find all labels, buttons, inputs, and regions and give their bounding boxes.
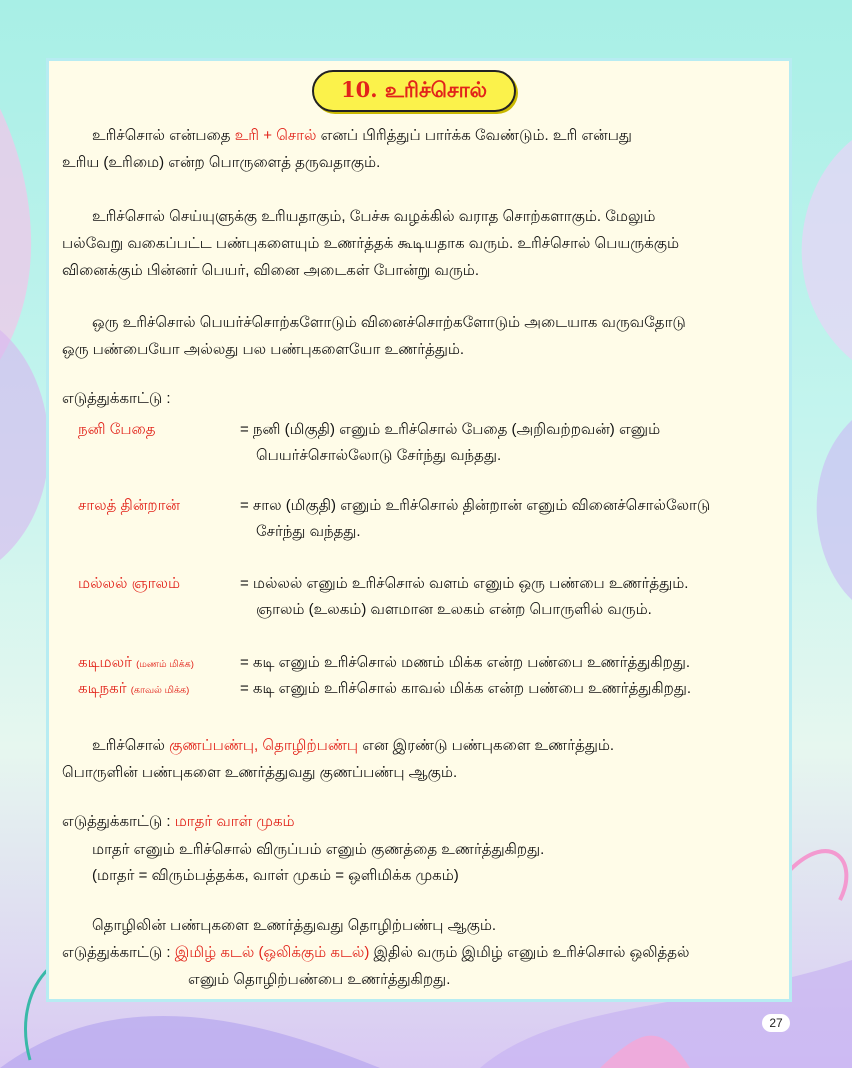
para4-line1: உரிச்சொல் குணப்பண்பு, தொழிற்பண்பு என இரண்டு பண்புகளை உணர்த்தும். bbox=[92, 737, 615, 754]
example-desc: = கடி எனும் உரிச்சொல் மணம் மிக்க என்ற பண்பை உணர்த்துகிறது. bbox=[240, 654, 691, 671]
example-label: எடுத்துக்காட்டு : bbox=[62, 390, 171, 407]
example2-label: எடுத்துக்காட்டு : மாதர் வாள் முகம் bbox=[62, 813, 295, 830]
para2-line2: பல்வேறு வகைப்பட்ட பண்புகளையும் உணர்த்தக் கூடியதாக வரும். உரிச்சொல் பெயருக்கும் bbox=[62, 235, 680, 252]
example2-line1: மாதர் எனும் உரிச்சொல் விருப்பம் எனும் குணத்தை உணர்த்துகிறது. bbox=[92, 841, 545, 858]
para3-line1: ஒரு உரிச்சொல் பெயர்ச்சொற்களோடும் வினைச்சொற்களோடும் அடையாக வருவதோடு bbox=[92, 314, 686, 331]
content-panel bbox=[46, 58, 792, 1002]
para5-line3: எனும் தொழிற்பண்பை உணர்த்துகிறது. bbox=[188, 971, 451, 988]
para1-line2: உரிய (உரிமை) என்ற பொருளைத் தருவதாகும். bbox=[62, 154, 381, 171]
example-desc: ஞாலம் (உலகம்) வளமான உலகம் என்ற பொருளில் வரும். bbox=[256, 601, 652, 618]
example-term: கடிநகர் (காவல் மிக்க) bbox=[78, 680, 190, 697]
para2-line3: வினைக்கும் பின்னர் பெயர், வினை அடைகள் போன்று வரும். bbox=[62, 262, 479, 279]
chapter-title: 10. உரிச்சொல் bbox=[312, 70, 516, 112]
example-desc: = மல்லல் எனும் உரிச்சொல் வளம் எனும் ஒரு பண்பை உணர்த்தும். bbox=[240, 575, 689, 592]
example-term: மல்லல் ஞாலம் bbox=[78, 575, 181, 592]
example-term: நனி பேதை bbox=[78, 421, 156, 438]
para4-line2: பொருளின் பண்புகளை உணர்த்துவது குணப்பண்பு ஆகும். bbox=[62, 764, 458, 781]
example-desc: = கடி எனும் உரிச்சொல் காவல் மிக்க என்ற பண்பை உணர்த்துகிறது. bbox=[240, 680, 692, 697]
para2-line1: உரிச்சொல் செய்யுளுக்கு உரியதாகும், பேச்சு வழக்கில் வராத சொற்களாகும். மேலும் bbox=[92, 208, 656, 225]
page-number: 27 bbox=[762, 1014, 790, 1032]
example2-line2: (மாதர் = விரும்பத்தக்க, வாள் முகம் = ஒளிமிக்க முகம்) bbox=[92, 867, 459, 884]
example-term: கடிமலர் (மணம் மிக்க) bbox=[78, 654, 194, 671]
example-term: சாலத் தின்றான் bbox=[78, 497, 180, 514]
para5-line2: எடுத்துக்காட்டு : இமிழ் கடல் (ஒலிக்கும் கடல்) இதில் வரும் இமிழ் எனும் உரிச்சொல் ஒலித்தல் bbox=[62, 944, 690, 961]
para1-line1: உரிச்சொல் என்பதை உரி + சொல் எனப் பிரித்துப் பார்க்க வேண்டும். உரி என்பது bbox=[92, 127, 632, 144]
example-desc: = சால (மிகுதி) எனும் உரிச்சொல் தின்றான் எனும் வினைச்சொல்லோடு bbox=[240, 497, 711, 514]
para3-line2: ஒரு பண்பையோ அல்லது பல பண்புகளையோ உணர்த்தும். bbox=[62, 341, 465, 358]
example-desc: சேர்ந்து வந்தது. bbox=[256, 523, 361, 540]
example-desc: பெயர்ச்சொல்லோடு சேர்ந்து வந்தது. bbox=[256, 447, 502, 464]
example-desc: = நனி (மிகுதி) எனும் உரிச்சொல் பேதை (அறிவற்றவன்) எனும் bbox=[240, 421, 661, 438]
para5-line1: தொழிலின் பண்புகளை உணர்த்துவது தொழிற்பண்பு ஆகும். bbox=[92, 917, 497, 934]
